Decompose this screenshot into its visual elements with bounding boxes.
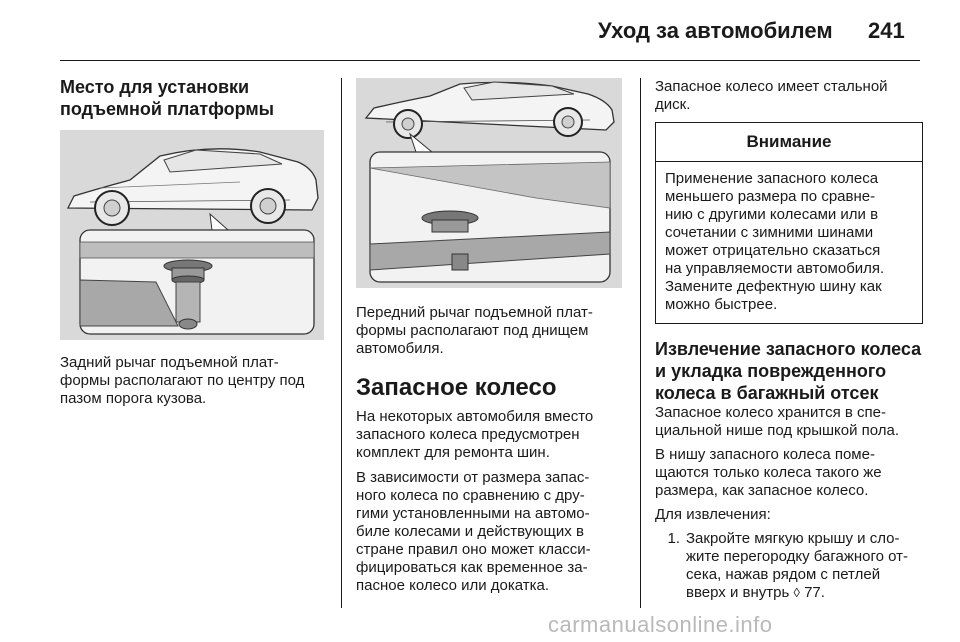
column-1 (60, 76, 328, 408)
front-lift-caption: Передний рычаг подъемной плат- формы располагают под днищем автомобиля. (356, 304, 593, 357)
front-lift-figure (356, 78, 622, 288)
column-3 (655, 78, 923, 602)
step-1-number: 1. (667, 530, 680, 547)
header-divider (60, 60, 920, 61)
page-reference-link[interactable]: 77. (804, 584, 825, 601)
rear-lift-figure (60, 130, 324, 340)
rear-lift-caption: Задний рычаг подъемной плат- формы располагают по центру под пазом порога кузова. (60, 354, 305, 407)
step-1-text: Закройте мягкую крышу и сло- жите перегородку багажного от- сека, нажав рядом с петлей вверх и внутрь ◊ 77. (686, 530, 909, 601)
page-number: 241 (868, 18, 905, 43)
remove-spare-para-1: Запасное колесо хранится в спе- циальной нише под крышкой пола. (655, 404, 900, 439)
lift-point-heading: Место для установки подъемной платформы (60, 77, 275, 119)
spare-wheel-heading: Запасное колесо (356, 374, 557, 401)
warning-box (655, 122, 923, 324)
steel-rim-note: Запасное колесо имеет стальной диск. (655, 78, 888, 113)
column-2 (356, 78, 628, 595)
watermark: carmanualsonline.info (548, 612, 773, 637)
remove-spare-heading: Извлечение запасного колеса и укладка поврежденного колеса в багажный отсек (655, 339, 922, 403)
spare-wheel-para-2: В зависимости от размера запас- ного колеса по сравнению с дру- гими установленными на автомо- биле колесами и действующих в стране правил оно может класси- фицироваться как временное за- пасное колесо или докатка. (356, 469, 591, 594)
step-1 (655, 530, 923, 602)
column-divider-1 (341, 78, 342, 608)
remove-spare-para-2: В нишу запасного колеса поме- щаются только колеса такого же размера, как запасное колесо. (655, 446, 882, 499)
warning-text: Применение запасного колеса меньшего размера по сравне- нию с другими колесами или в сочетании с зимними шинами может отрицательно сказаться на управляемости автомобиля. Замените дефектную шину как можно быстрее. (665, 170, 885, 313)
warning-title: Внимание (656, 123, 922, 162)
page-ref-arrow-icon: ◊ (793, 585, 800, 600)
column-divider-2 (640, 78, 641, 608)
remove-spare-para-3: Для извлечения: (655, 506, 771, 523)
section-title: Уход за автомобилем (598, 18, 833, 43)
spare-wheel-para-1: На некоторых автомобиля вместо запасного колеса предусмотрен комплект для ремонта шин. (356, 408, 594, 461)
